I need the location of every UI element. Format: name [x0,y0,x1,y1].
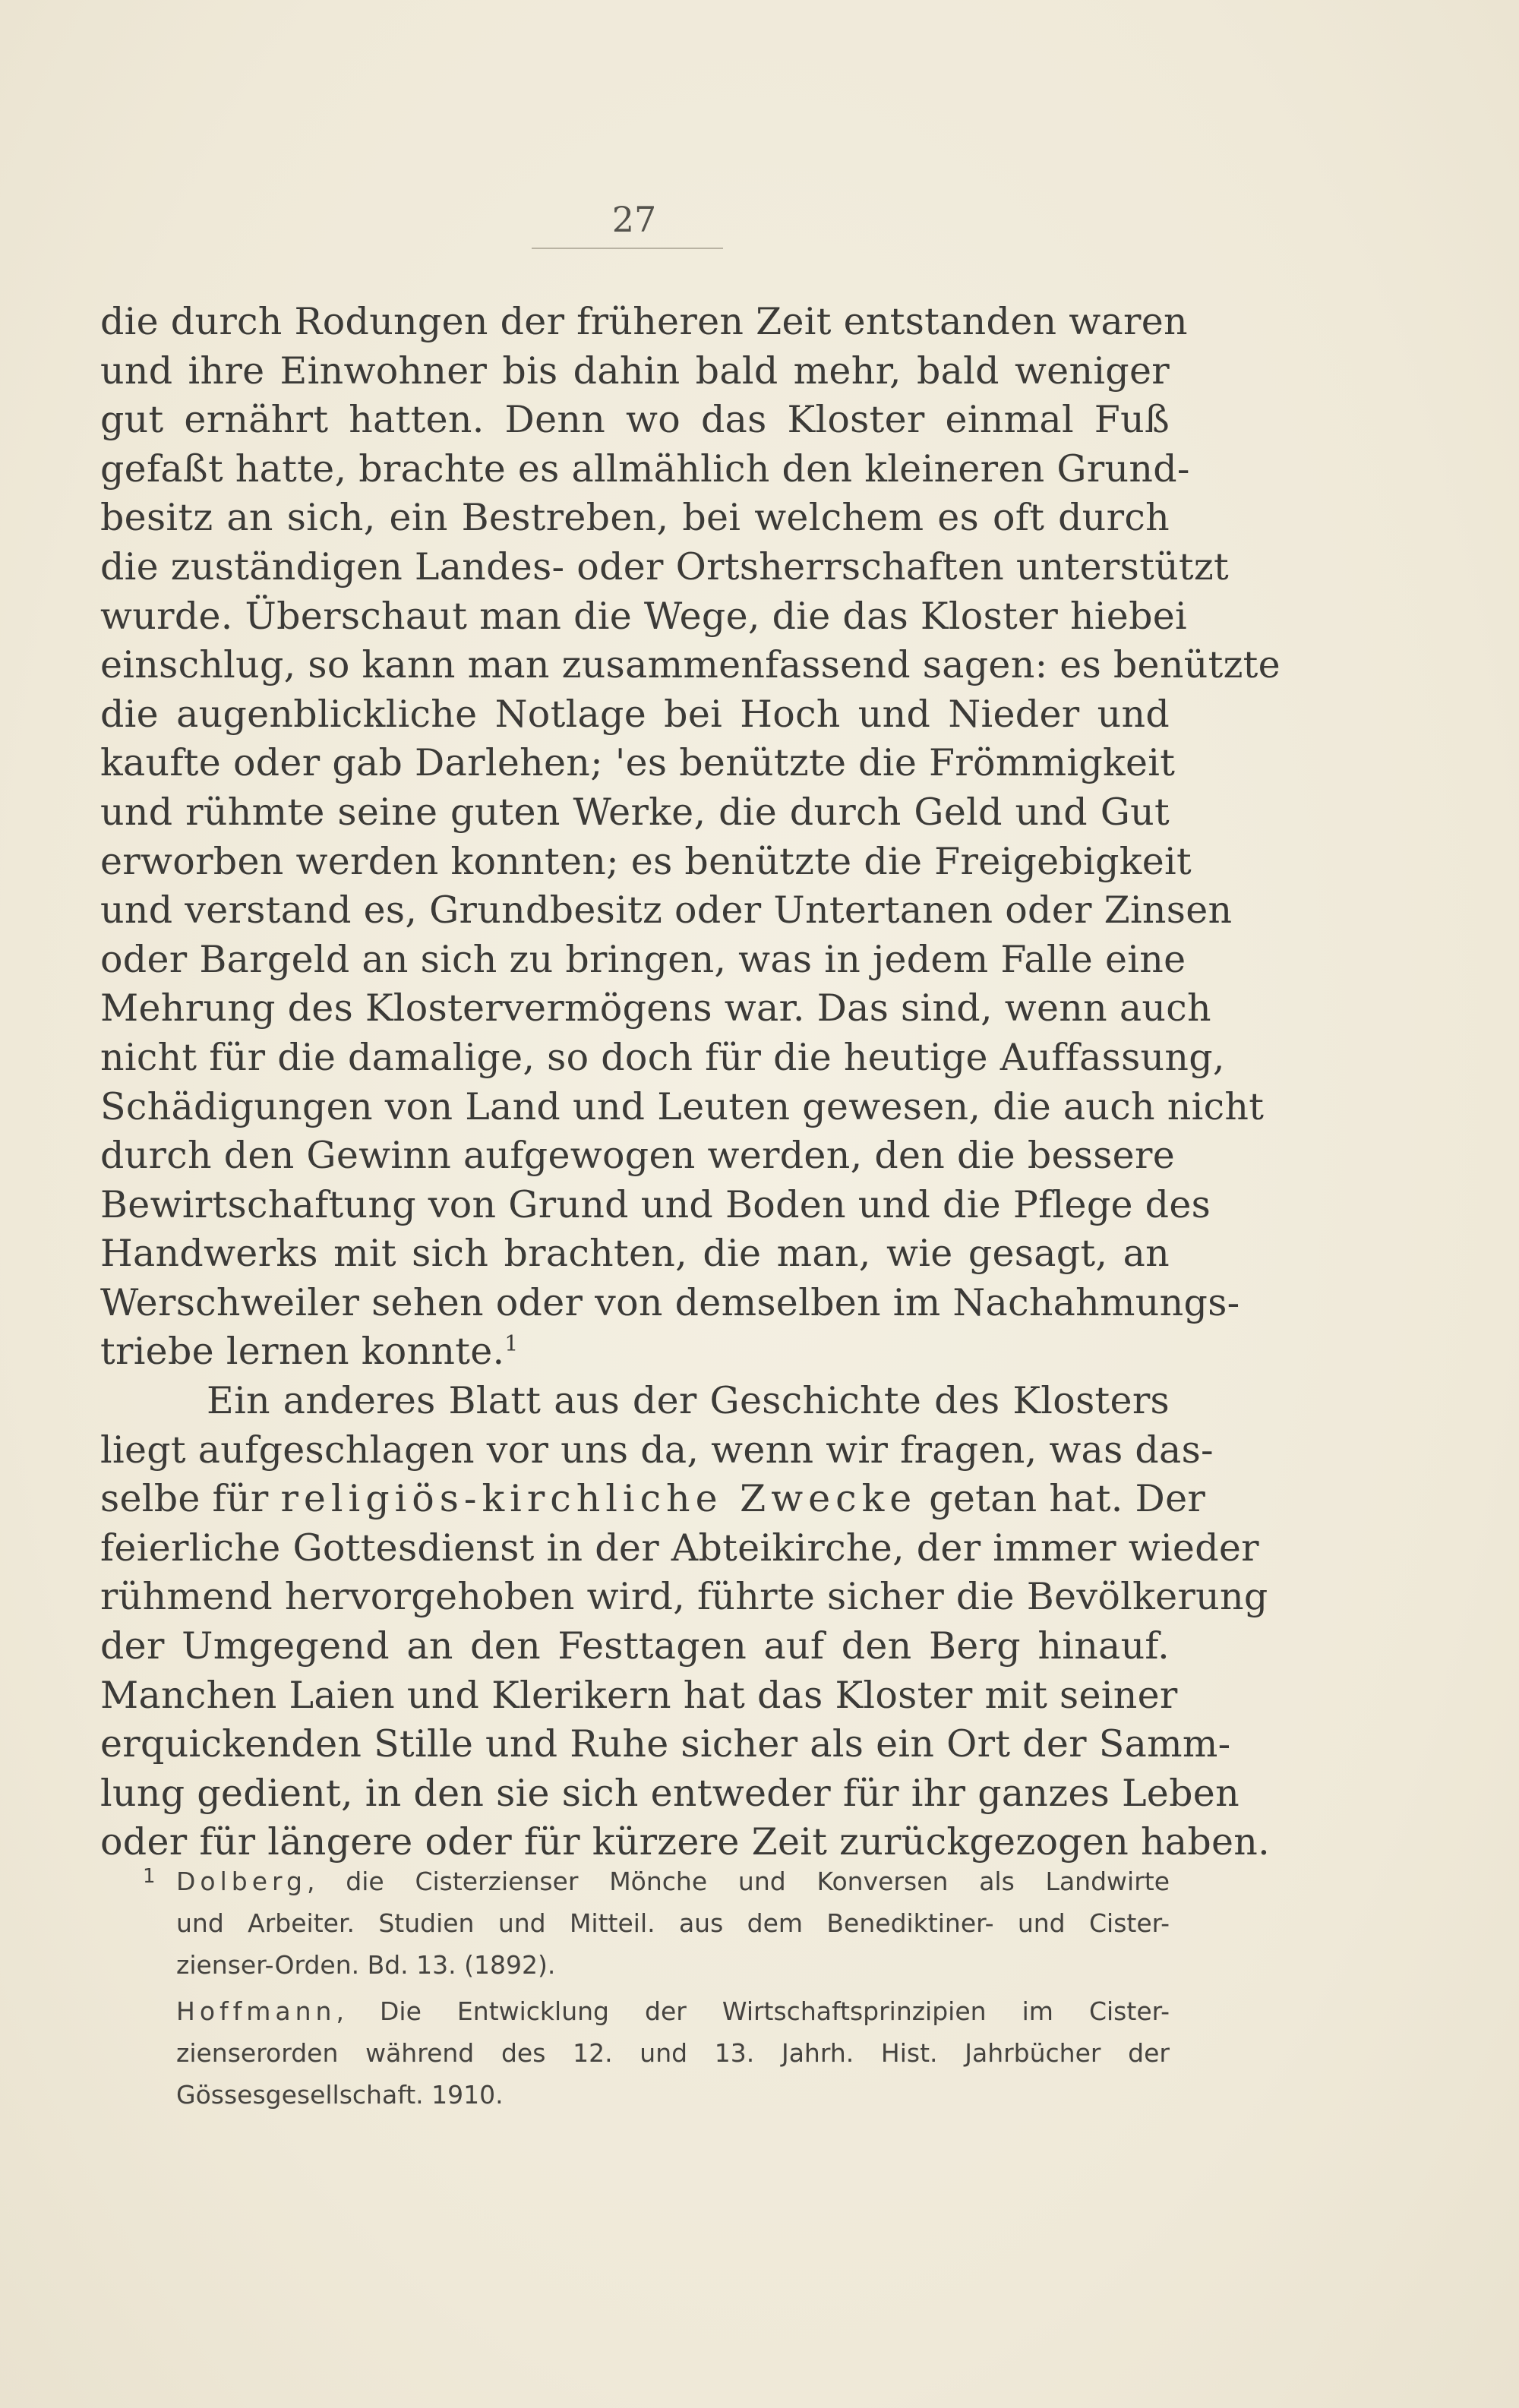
text-line: nicht für die damalige, so doch für die heutige Auffassung, [100,1035,1225,1079]
text-segment: getan hat. Der [929,1477,1206,1521]
text-line: die augenblickliche Notlage bei Hoch und Nieder und [100,692,1170,736]
footnote-line: zienser-Orden. Bd. 13. (1892). [176,1950,556,1980]
text-line: der Umgegend an den Festtagen auf den Berg hinauf. [100,1624,1170,1668]
text-line: oder Bargeld an sich zu bringen, was in jedem Falle eine [100,937,1186,981]
text-line: durch den Gewinn aufgewogen werden, den die bessere [100,1134,1176,1178]
page-number-rule [532,248,723,249]
text-line: gefaßt hatte, brachte es allmählich den kleineren Grund- [100,447,1190,491]
text-line: und ihre Einwohner bis dahin bald mehr, bald weniger [100,349,1170,393]
text-line: besitz an sich, ein Bestreben, bei welchem es oft durch [100,496,1170,540]
footnote-line: und Arbeiter. Studien und Mitteil. aus dem Benediktiner- und Cister- [176,1908,1170,1938]
footnote-line [176,1990,1170,2032]
text-line: einschlug, so kann man zusammenfassend sagen: es benützte [100,643,1281,687]
text-line: gut ernährt hatten. Denn wo das Kloster einmal Fuß [100,398,1170,442]
footnote-author: Dolberg [176,1867,307,1896]
text-line: Werschweiler sehen oder von demselben im Nachahmungs- [100,1280,1240,1324]
text-line-paragraph-end: oder für längere oder für kürzere Zeit zurückgezogen haben. [100,1820,1271,1864]
text-line-paragraph-start: Ein anderes Blatt aus der Geschichte des Klosters [207,1379,1170,1423]
text-line: lung gedient, in den sie sich entweder für ihr ganzes Leben [100,1771,1240,1815]
footnote-marker: 1 [143,1865,156,1888]
text-line: wurde. Überschaut man die Wege, die das Kloster hiebei [100,594,1188,638]
emphasized-phrase: religiös-kirchliche Zwecke [280,1477,917,1521]
text-line: Mehrung des Klostervermögens war. Das sind, wenn auch [100,986,1211,1030]
footnote-author: Hoffmann [176,1996,336,2026]
text-line: die zuständigen Landes- oder Ortsherrschaften unterstützt [100,544,1230,589]
text-line: liegt aufgeschlagen vor uns da, wenn wir fragen, was das- [100,1428,1214,1472]
page-number: 27 [611,199,657,240]
footnote-text: , Die Entwicklung der Wirtschaftsprinzipien im Cister- [336,1996,1170,2026]
text-line: rühmend hervorgehoben wird, führte sicher die Bevölkerung [100,1575,1268,1619]
text-line: Bewirtschaftung von Grund und Boden und die Pflege des [100,1182,1211,1226]
footnote-reference: 1 [504,1331,519,1357]
paragraph-end-text: triebe lernen konnte. [100,1330,505,1374]
text-segment: selbe für [100,1477,269,1521]
footnote-line: zienserorden während des 12. und 13. Jahrh. Hist. Jahrbücher der [176,2038,1170,2068]
footnote-text: , die Cisterzienser Mönche und Konversen als Landwirte [306,1867,1170,1896]
footnote-line: Gössesgesellschaft. 1910. [176,2080,504,2110]
text-line: und rühmte seine guten Werke, die durch Geld und Gut [100,790,1170,834]
text-line [100,1475,1206,1524]
main-text [100,298,1281,1867]
text-line: Manchen Laien und Klerikern hat das Kloster mit seiner [100,1673,1178,1717]
text-line: erworben werden konnten; es benützte die Freigebigkeit [100,839,1192,883]
text-line: erquickenden Stille und Ruhe sicher als ein Ort der Samm- [100,1722,1231,1766]
text-line: feierliche Gottesdienst in der Abteikirche, der immer wieder [100,1526,1259,1570]
text-line: Handwerks mit sich brachten, die man, wie gesagt, an [100,1232,1170,1276]
text-line: kaufte oder gab Darlehen; 'es benützte die Frömmigkeit [100,741,1176,785]
text-line: Schädigungen von Land und Leuten gewesen, die auch nicht [100,1084,1265,1128]
footnote-2 [176,1990,1170,2116]
footnote-1 [143,1860,1170,1986]
text-line: und verstand es, Grundbesitz oder Untertanen oder Zinsen [100,888,1233,933]
footnotes [143,1860,1170,2120]
text-line-paragraph-end [100,1327,1170,1377]
text-line: die durch Rodungen der früheren Zeit entstanden waren [100,300,1188,343]
footnote-line [143,1860,1170,1902]
